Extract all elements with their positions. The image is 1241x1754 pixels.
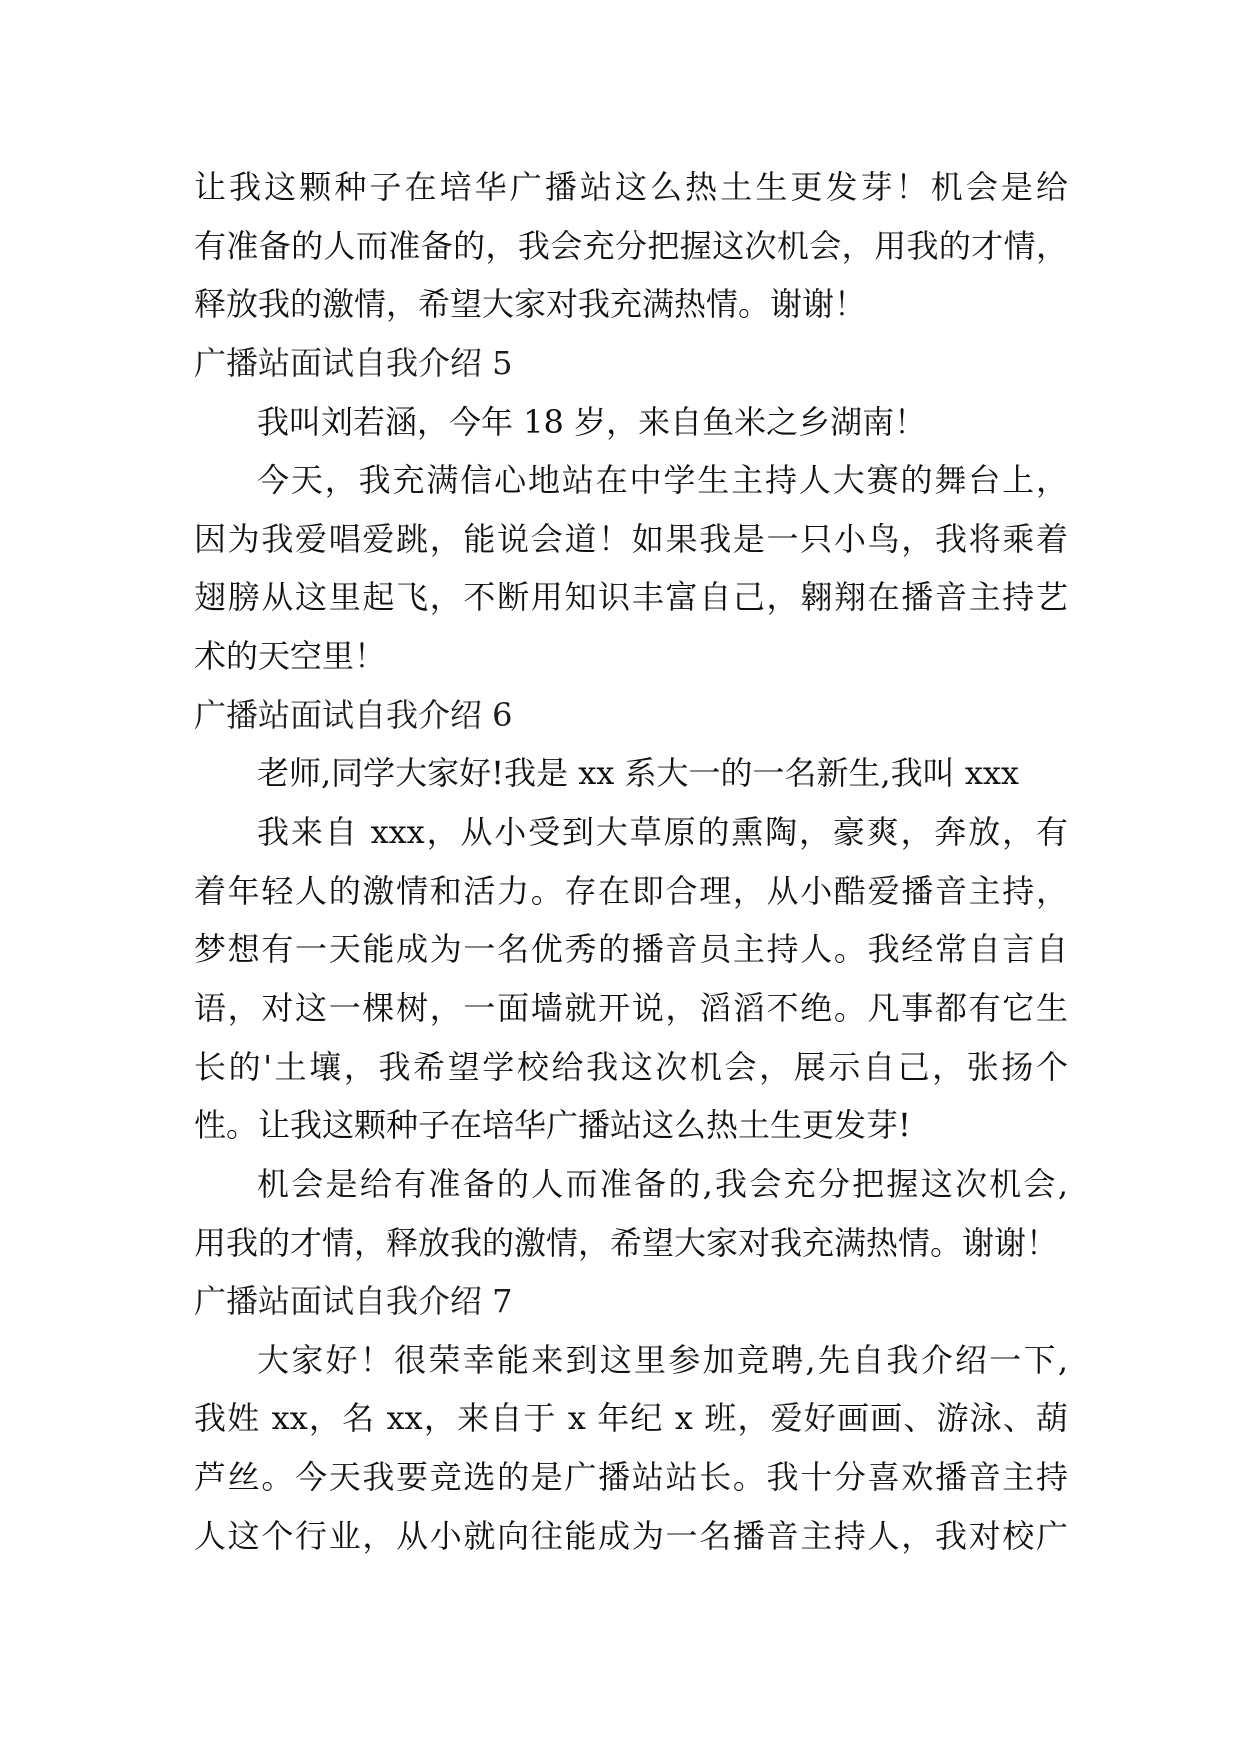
- paragraph-line: 大家好！很荣幸能来到这里参加竞聘,先自我介绍一下,: [257, 1340, 1068, 1379]
- paragraph-line: 我叫刘若涵，今年 18 岁，来自鱼米之乡湖南！: [257, 402, 927, 441]
- paragraph-line: 释放我的激情，希望大家对我充满热情。谢谢！: [194, 285, 867, 324]
- paragraph-line: 语，对这一棵树，一面墙就开说，滔滔不绝。凡事都有它生: [194, 988, 1068, 1027]
- paragraph-line: 因为我爱唱爱跳，能说会道！如果我是一只小鸟，我将乘着: [194, 519, 1068, 558]
- document-body: [194, 158, 1068, 1565]
- section-heading: 广播站面试自我介绍 6: [194, 695, 513, 734]
- paragraph-line: 有准备的人而准备的，我会充分把握这次机会，用我的才情，: [194, 226, 1068, 265]
- paragraph-line: 我姓 xx，名 xx，来自于 x 年纪 x 班，爱好画画、游泳、葫: [194, 1399, 1068, 1438]
- paragraph-line: 术的天空里！: [194, 637, 387, 676]
- paragraph-line: 我来自 xxx，从小受到大草原的熏陶，豪爽，奔放，有: [257, 813, 1068, 852]
- section-heading: 广播站面试自我介绍 5: [194, 343, 513, 382]
- paragraph: [194, 451, 1068, 686]
- paragraph-line: 人这个行业，从小就向往能成为一名播音主持人，我对校广: [194, 1516, 1068, 1555]
- paragraph-line: 着年轻人的激情和活力。存在即合理，从小酷爱播音主持，: [194, 871, 1068, 910]
- section-heading: 广播站面试自我介绍 7: [194, 1282, 513, 1321]
- paragraph-line: 梦想有一天能成为一名优秀的播音员主持人。我经常自言自: [194, 930, 1068, 969]
- paragraph-line: 老师,同学大家好!我是 xx 系大一的一名新生,我叫 xxx: [257, 754, 1019, 793]
- paragraph: [194, 393, 1068, 452]
- paragraph-line: 让我这颗种子在培华广播站这么热土生更发芽！机会是给: [194, 168, 1068, 206]
- paragraph: [194, 744, 1068, 803]
- paragraph-line: 长的'土壤，我希望学校给我这次机会，展示自己，张扬个: [194, 1047, 1068, 1086]
- paragraph-line: 芦丝。今天我要竞选的是广播站站长。我十分喜欢播音主持: [194, 1458, 1068, 1497]
- paragraph-line: 用我的才情，释放我的激情，希望大家对我充满热情。谢谢！: [194, 1223, 1059, 1262]
- paragraph: [194, 158, 1068, 334]
- paragraph-line: 今天，我充满信心地站在中学生主持人大赛的舞台上，: [257, 461, 1068, 500]
- paragraph-line: 翅膀从这里起飞，不断用知识丰富自己，翱翔在播音主持艺: [194, 578, 1068, 617]
- paragraph-line: 性。让我这颗种子在培华广播站这么热土生更发芽!: [194, 1106, 911, 1145]
- paragraph: [194, 1155, 1068, 1272]
- paragraph-line: 机会是给有准备的人而准备的,我会充分把握这次机会,: [257, 1164, 1068, 1203]
- paragraph: [194, 803, 1068, 1155]
- paragraph: [194, 1331, 1068, 1566]
